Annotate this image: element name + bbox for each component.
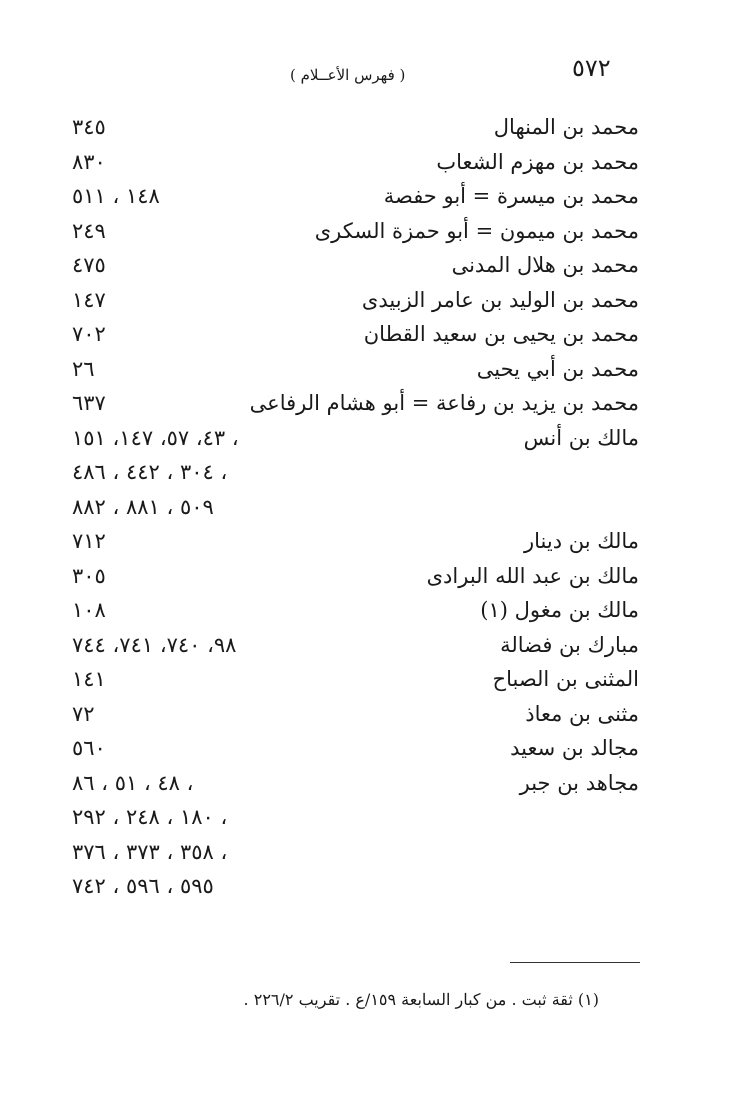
page-references: ٨٣٠	[72, 149, 106, 174]
entry-pages	[72, 112, 282, 147]
index-entry	[0, 388, 749, 423]
index-entry	[0, 595, 749, 630]
page-references: ٧٠٢	[72, 322, 106, 346]
entry-name: مالك بن دينار	[524, 529, 639, 553]
entry-pages	[72, 216, 282, 251]
index-entry	[0, 216, 749, 251]
entry-name: مبارك بن فضالة	[500, 632, 639, 657]
index-entry	[0, 147, 749, 182]
entry-pages	[72, 319, 282, 354]
index-entry	[0, 112, 749, 147]
running-title: ( فهرس الأعــلام )	[290, 66, 406, 84]
index-entry	[0, 319, 749, 354]
footnote-divider	[510, 962, 640, 963]
footnote: (١) ثقة ثبت . من كبار السابعة ١٥٩/ع . تقريب ٢٢٦/٢ .	[243, 990, 599, 1009]
entry-name: مجالد بن سعيد	[510, 736, 639, 760]
entry-name: محمد بن هلال المدنى	[451, 253, 639, 277]
page-references: ٧٢	[72, 701, 95, 726]
page-references: ٥٦٠	[72, 736, 106, 760]
page-references: ٧١٢	[72, 529, 106, 553]
entry-pages	[72, 526, 282, 561]
entry-pages	[72, 388, 282, 423]
entry-pages	[72, 285, 282, 320]
index-entry	[0, 630, 749, 665]
entry-pages	[72, 630, 282, 665]
page-references: ٣٤٥	[72, 115, 106, 139]
entry-pages	[72, 423, 282, 527]
page-references: ١٤٧	[72, 287, 106, 312]
index-entry	[0, 561, 749, 596]
entry-name: مالك بن أنس	[523, 425, 639, 450]
index-entry	[0, 526, 749, 561]
entry-name: مثنى بن معاذ	[525, 701, 639, 726]
index-entry	[0, 733, 749, 768]
entry-name: محمد بن يحيى بن سعيد القطان	[363, 322, 639, 346]
entry-pages	[72, 595, 282, 630]
entry-pages	[72, 664, 282, 699]
index-entries	[0, 112, 749, 906]
page-number: ٥٧٢	[572, 54, 611, 82]
entry-name: مالك بن عبد الله البرادى	[426, 563, 639, 588]
index-entry	[0, 181, 749, 216]
entry-pages	[72, 181, 282, 216]
page-references: ٣٠٤ ، ٤٤٢ ، ٤٨٦ ،	[72, 460, 228, 484]
page-references: ١٤١	[72, 667, 106, 691]
entry-pages	[72, 699, 282, 734]
index-entry	[0, 664, 749, 699]
index-entry	[0, 354, 749, 389]
entry-name: محمد بن أبي يحيى	[476, 356, 639, 381]
page-references: ٤٣، ٥٧، ١٤٧، ١٥١ ،	[72, 425, 239, 450]
page-references: ٩٨، ٧٤٠، ٧٤١، ٧٤٤	[72, 632, 237, 657]
entry-name: محمد بن ميمون = أبو حمزة السكرى	[314, 218, 639, 243]
page-references: ١٤٨ ، ٥١١	[72, 184, 160, 208]
entry-name: محمد بن يزيد بن رفاعة = أبو هشام الرفاعى	[249, 391, 639, 415]
page-references: ٥٠٩ ، ٨٨١ ، ٨٨٢	[72, 494, 214, 519]
page-references: ٣٠٥	[72, 563, 106, 588]
entry-pages	[72, 768, 282, 906]
page-references: ٤٨ ، ٥١ ، ٨٦ ،	[72, 770, 194, 795]
index-entry	[0, 768, 749, 906]
entry-name: مالك بن مغول (١)	[480, 598, 639, 622]
page-references: ١٠٨	[72, 598, 106, 622]
index-entry	[0, 250, 749, 285]
page-references: ٣٥٨ ، ٣٧٣ ، ٣٧٦ ،	[72, 839, 228, 864]
index-entry	[0, 285, 749, 320]
page-references: ٦٣٧	[72, 391, 106, 415]
entry-name: محمد بن المنهال	[493, 115, 639, 139]
entry-pages	[72, 733, 282, 768]
index-entry	[0, 699, 749, 734]
entry-pages	[72, 250, 282, 285]
entry-pages	[72, 147, 282, 182]
page-references: ٤٧٥	[72, 253, 106, 277]
index-entry	[0, 423, 749, 527]
entry-pages	[72, 354, 282, 389]
entry-name: المثنى بن الصباح	[492, 667, 639, 691]
entry-name: محمد بن الوليد بن عامر الزبيدى	[361, 287, 639, 312]
entry-pages	[72, 561, 282, 596]
entry-name: محمد بن ميسرة = أبو حفصة	[383, 184, 639, 208]
page-references: ٥٩٥ ، ٥٩٦ ، ٧٤٢	[72, 874, 214, 898]
page-references: ١٨٠ ، ٢٤٨ ، ٢٩٢ ،	[72, 805, 228, 829]
entry-name: مجاهد بن جبر	[519, 770, 639, 795]
entry-name: محمد بن مهزم الشعاب	[436, 149, 639, 174]
page-references: ٢٦	[72, 356, 95, 381]
page-references: ٢٤٩	[72, 218, 106, 243]
